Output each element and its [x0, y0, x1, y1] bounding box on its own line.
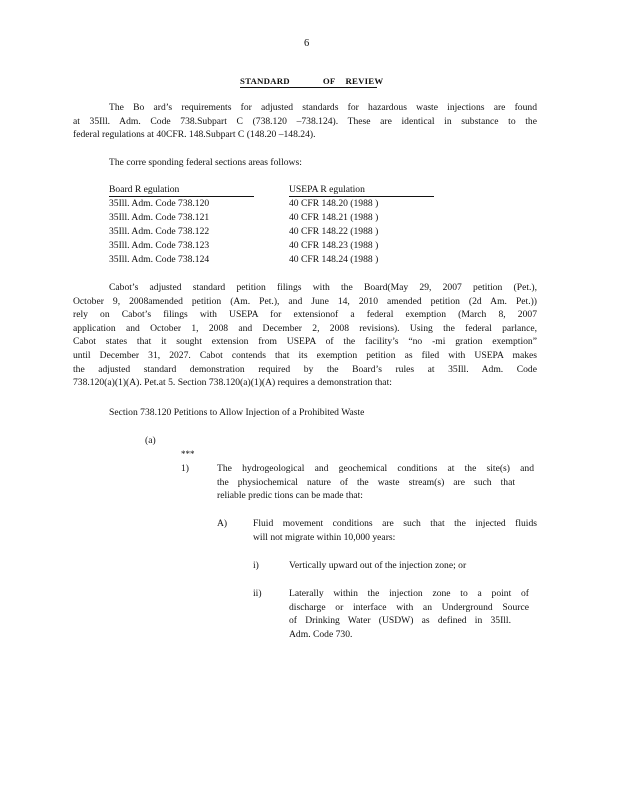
omission-stars: *** — [181, 449, 195, 459]
item-line: reliable predic tions can be made that: — [217, 490, 363, 502]
paragraph-line: until December 31, 2027. Cabot contends that its exemption petition as filed with USEPA makes — [73, 349, 537, 361]
table-row-usepa-cell: 40 CFR 148.22 (1988 ) — [289, 226, 379, 237]
paragraph-line: October 9, 2008amended petition (Am. Pet.), and June 14, 2010 amended petition (2d Am. Pet.)) — [73, 295, 537, 307]
quoted-section-title: Section 738.120 Petitions to Allow Injection of a Prohibited Waste — [109, 407, 365, 418]
item-i-number: i) — [253, 560, 259, 571]
heading-word-review: REVIEW — [345, 76, 384, 86]
section-heading — [240, 75, 384, 88]
subsection-a-label: (a) — [145, 435, 156, 446]
paragraph-line: Cabot states that it sought extension from USEPA of the facility’s “no -mi gration exemption” — [73, 336, 537, 348]
item-line: Laterally within the injection zone to a point of — [289, 588, 529, 599]
item-line: will not migrate within 10,000 years: — [253, 531, 396, 543]
paragraph-requirements — [73, 101, 537, 142]
paragraph-line: Cabot’s adjusted standard petition filings with the Board(May 29, 2007 petition (Pet.), — [109, 282, 537, 293]
table-row-board-cell: 35Ill. Adm. Code 738.123 — [109, 240, 210, 251]
item-i-text: Vertically upward out of the injection zone; or — [289, 560, 467, 571]
page-number: 6 — [304, 38, 310, 49]
paragraph-line: at 35Ill. Adm. Code 738.Subpart C (738.120 –738.124). These are identical in substance to the — [73, 115, 537, 127]
item-line: The hydrogeological and geochemical conditions at the site(s) and — [217, 463, 534, 474]
item-A-text — [253, 517, 537, 544]
paragraph-line: rely on Cabot’s filings with USEPA for extensionof a federal exemption (March 8, 2007 — [73, 309, 537, 321]
table-row-board-cell: 35Ill. Adm. Code 738.120 — [109, 198, 210, 209]
table-header-board: Board R egulation — [109, 184, 180, 195]
paragraph-corresponding: The corre sponding federal sections areas follows: — [109, 157, 302, 168]
paragraph-line: application and October 1, 2008 and December 2, 2008 revisions). Using the federal parlance, — [73, 322, 537, 334]
item-1-text — [217, 462, 534, 503]
table-row-board-cell: 35Ill. Adm. Code 738.122 — [109, 226, 210, 237]
table-row-usepa-cell: 40 CFR 148.21 (1988 ) — [289, 212, 379, 223]
heading-word-of: OF — [322, 76, 336, 86]
paragraph-line: the adjusted standard demonstration required by the Board’s rules at 35Ill. Adm. Code — [73, 363, 537, 375]
item-line: Adm. Code 730. — [289, 628, 353, 640]
table-header-usepa: USEPA R egulation — [289, 184, 365, 195]
item-line: of Drinking Water (USDW) as defined in 35Ill. — [289, 615, 511, 627]
item-ii-text — [289, 587, 529, 641]
table-row-board-cell: 35Ill. Adm. Code 738.121 — [109, 212, 210, 223]
item-line: discharge or interface with an Underground Source — [289, 601, 529, 613]
table-row-usepa-cell: 40 CFR 148.23 (1988 ) — [289, 240, 379, 251]
item-A-number: A) — [217, 518, 228, 529]
item-1-number: 1) — [181, 463, 189, 474]
heading-word-standard: STANDARD — [240, 76, 290, 86]
paragraph-line: The Bo ard’s requirements for adjusted standards for hazardous waste injections are found — [109, 102, 537, 113]
table-row-usepa-cell: 40 CFR 148.20 (1988 ) — [289, 198, 379, 209]
item-ii-number: ii) — [253, 588, 262, 599]
paragraph-cabot-filings — [73, 281, 537, 390]
paragraph-line: 738.120(a)(1)(A). Pet.at 5. Section 738.120(a)(1)(A) requires a demonstration that: — [73, 377, 392, 389]
table-row-usepa-cell: 40 CFR 148.24 (1988 ) — [289, 254, 379, 265]
table-row-board-cell: 35Ill. Adm. Code 738.124 — [109, 254, 210, 265]
paragraph-line: federal regulations at 40CFR. 148.Subpart C (148.20 –148.24). — [73, 129, 316, 141]
item-line: the physiochemical nature of the waste stream(s) are such that — [217, 476, 515, 488]
item-line: Fluid movement conditions are such that the injected fluids — [253, 518, 537, 529]
